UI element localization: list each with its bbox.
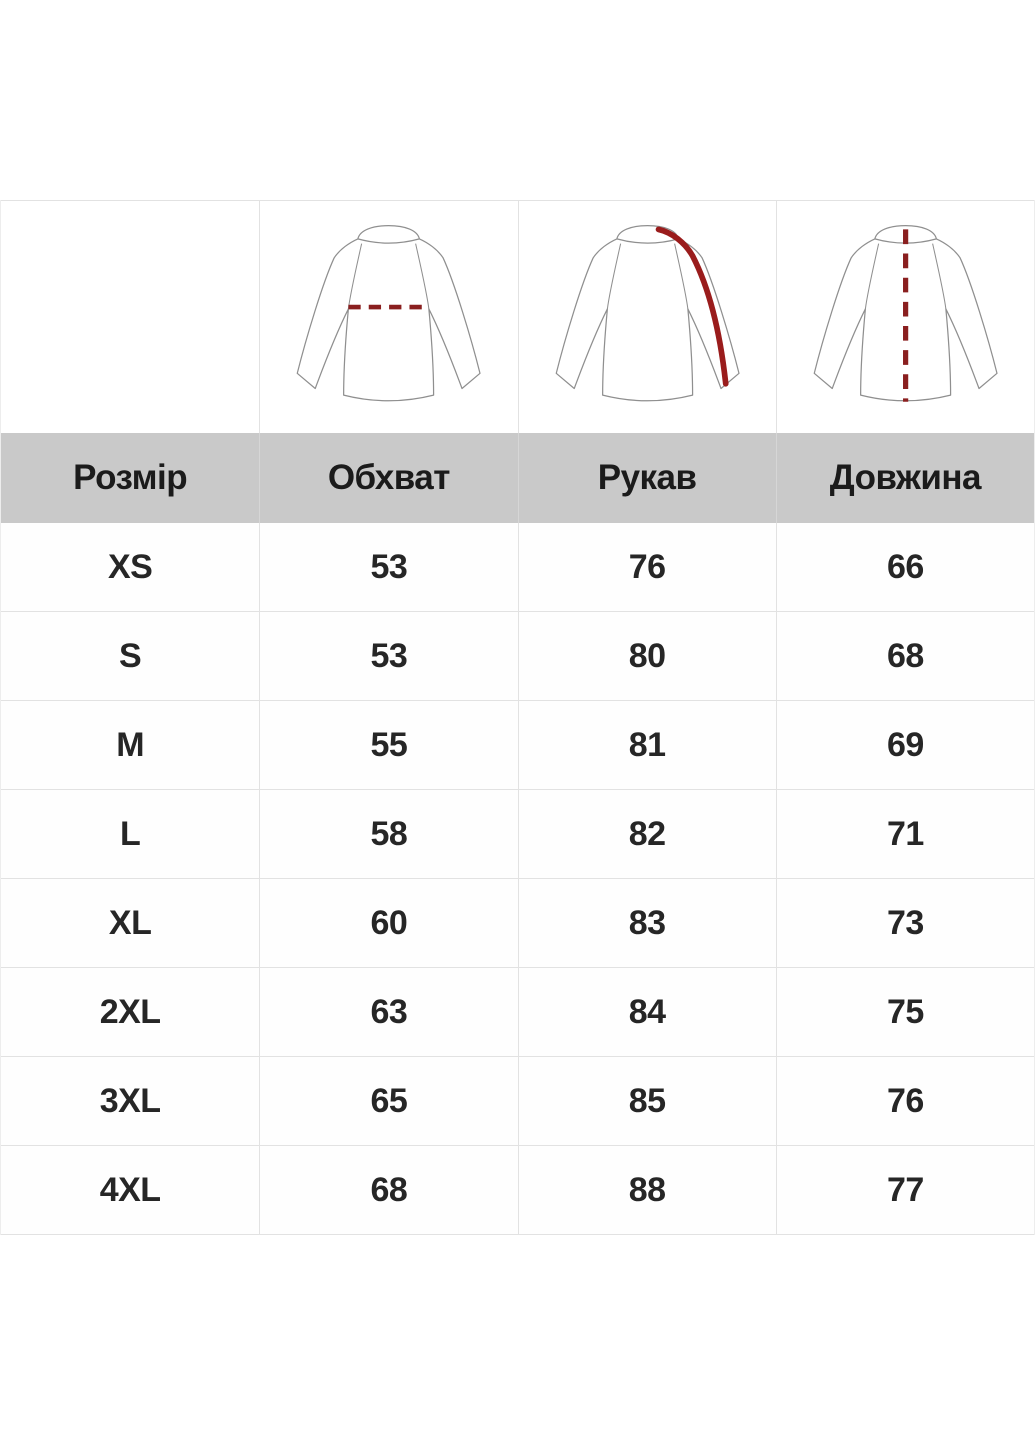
length-value-cell: 66: [776, 523, 1034, 611]
table-row: [1, 1146, 1034, 1235]
header-cell-chest: Обхват: [259, 433, 517, 523]
length-value-cell: 77: [776, 1146, 1034, 1234]
table-row: [1, 523, 1034, 612]
size-chart-table: [0, 200, 1035, 1235]
sleeve-value-cell: 85: [518, 1057, 776, 1145]
chest-value-cell: 65: [259, 1057, 517, 1145]
length-value-cell: 75: [776, 968, 1034, 1056]
chest-value-cell: 53: [259, 612, 517, 700]
table-body: [1, 523, 1034, 1235]
sleeve-value-cell: 82: [518, 790, 776, 878]
size-cell: 2XL: [99, 992, 161, 1031]
chest-value-cell: 55: [259, 701, 517, 789]
sleeve-value-cell: 76: [518, 523, 776, 611]
size-cell: L: [119, 814, 141, 853]
chest-value-cell: 53: [259, 523, 517, 611]
measurement-illustrations-row: [1, 200, 1034, 433]
table-row: [1, 1057, 1034, 1146]
sleeve-value-cell: 83: [518, 879, 776, 967]
length-value-cell: 71: [776, 790, 1034, 878]
table-row: [1, 612, 1034, 701]
illustration-cell-empty: [1, 201, 259, 433]
length-value-cell: 73: [776, 879, 1034, 967]
header-cell-sleeve: Рукав: [518, 433, 776, 523]
chest-measure-icon: [259, 201, 517, 433]
length-value-cell: 76: [776, 1057, 1034, 1145]
sleeve-measure-icon: [518, 201, 776, 433]
sleeve-value-cell: 81: [518, 701, 776, 789]
sleeve-value-cell: 88: [518, 1146, 776, 1234]
size-cell: XS: [107, 547, 153, 586]
table-row: [1, 701, 1034, 790]
size-cell: M: [116, 725, 145, 764]
chest-value-cell: 63: [259, 968, 517, 1056]
chest-value-cell: 60: [259, 879, 517, 967]
size-cell: 4XL: [99, 1170, 161, 1209]
table-row: [1, 790, 1034, 879]
table-row: [1, 968, 1034, 1057]
sleeve-value-cell: 80: [518, 612, 776, 700]
chest-value-cell: 68: [259, 1146, 517, 1234]
size-cell: XL: [108, 903, 152, 942]
header-cell-length: Довжина: [776, 433, 1034, 523]
table-header-row: [1, 433, 1034, 523]
length-measure-icon: [776, 201, 1034, 433]
table-row: [1, 879, 1034, 968]
header-cell-size: Розмір: [73, 458, 188, 497]
length-value-cell: 68: [776, 612, 1034, 700]
length-value-cell: 69: [776, 701, 1034, 789]
chest-value-cell: 58: [259, 790, 517, 878]
sleeve-value-cell: 84: [518, 968, 776, 1056]
size-cell: 3XL: [99, 1081, 161, 1120]
size-cell: S: [119, 636, 142, 675]
